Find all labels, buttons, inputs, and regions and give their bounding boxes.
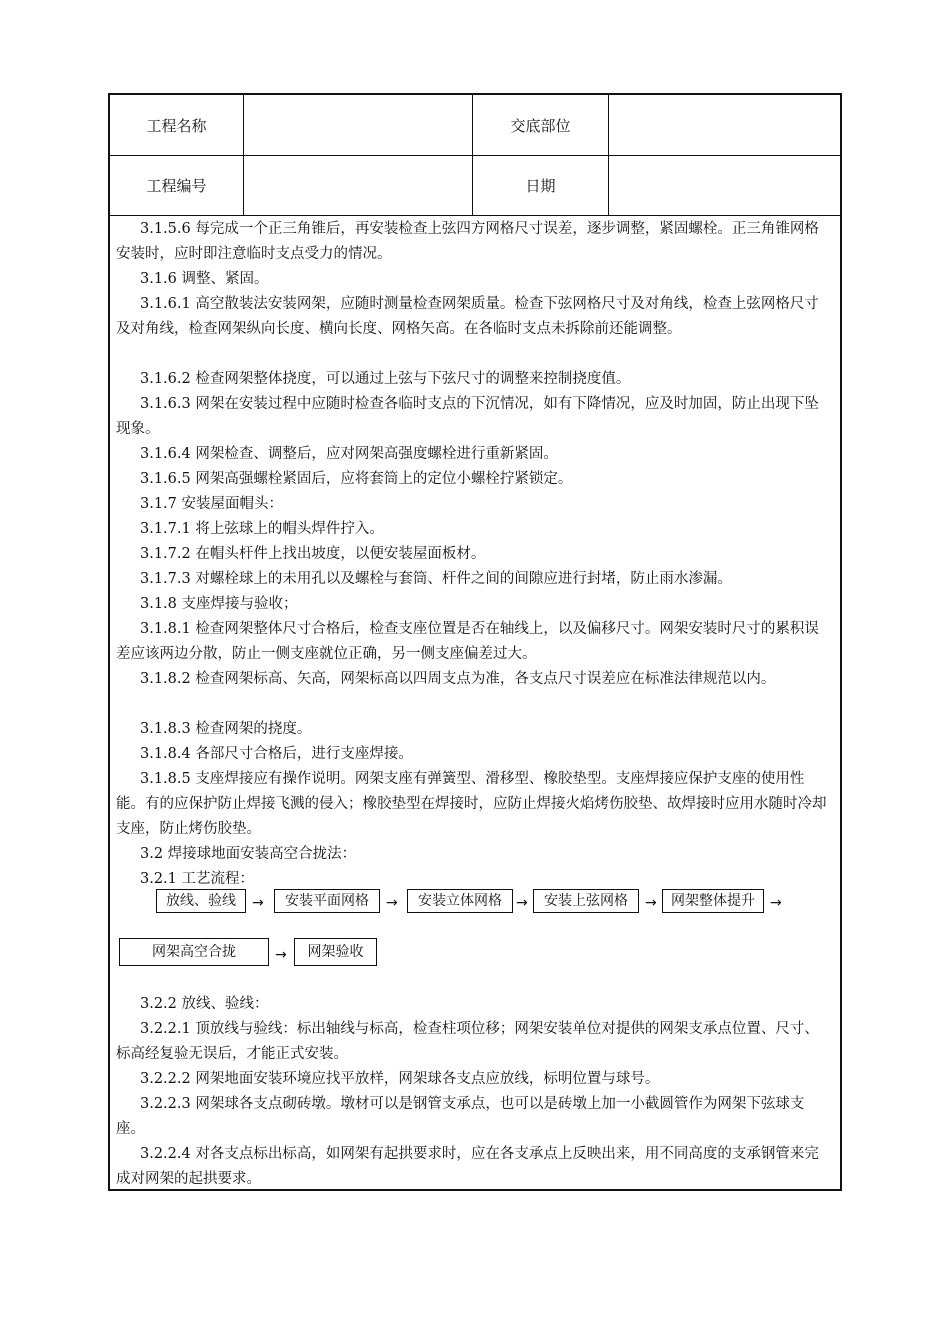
header-row-2 bbox=[110, 155, 840, 216]
paragraph: 3.1.7.1 将上弦球上的帽头焊件拧入。 bbox=[140, 521, 384, 537]
header-row-1 bbox=[110, 95, 840, 156]
paragraph: 3.1.8.4 各部尺寸合格后，进行支座焊接。 bbox=[140, 746, 413, 762]
paragraph: 3.1.6.4 网架检查、调整后，应对网架高强度螺栓进行重新紧固。 bbox=[140, 446, 558, 462]
flow-arrow: → bbox=[275, 947, 287, 963]
flow-step: 安装立体网格 bbox=[407, 889, 513, 913]
flow-arrow: → bbox=[516, 895, 528, 911]
paragraph: 3.1.6.2 检查网架整体挠度，可以通过上弦与下弦尺寸的调整来控制挠度值。 bbox=[140, 371, 631, 387]
paragraph: 3.1.7.3 对螺栓球上的未用孔以及螺栓与套筒、杆件之间的间隙应进行封堵，防止雨水渗漏。 bbox=[140, 571, 732, 587]
paragraph: 3.1.6.1 高空散装法安装网架，应随时测量检查网架质量。检查下弦网格尺寸及对角线，检查上弦网格尺寸及对角线，检查网架纵向长度、横向长度、网格矢高。在各临时支点未拆除前还能调整。 bbox=[116, 296, 819, 337]
flow-step: 安装平面网格 bbox=[274, 889, 380, 913]
paragraph: 3.2.2 放线、验线： bbox=[140, 996, 269, 1012]
paragraph: 3.1.8.5 支座焊接应有操作说明。网架支座有弹簧型、滑移型、橡胶垫型。支座焊接应保护支座的使用性能。有的应保护防止焊接飞溅的侵入；橡胶垫型在焊接时，应防止焊接火焰烤伤胶垫、故焊接时应用水随时冷却支座，防止烤伤胶垫。 bbox=[116, 771, 827, 837]
project-name-field[interactable] bbox=[244, 95, 473, 155]
flow-arrow: → bbox=[252, 895, 264, 911]
paragraph: 3.1.8.2 检查网架标高、矢高，网架标高以四周支点为准，各支点尺寸误差应在标准法律规范以内。 bbox=[140, 671, 776, 687]
paragraph: 3.1.8.1 检查网架整体尺寸合格后，检查支座位置是否在轴线上，以及偏移尺寸。网架安装时尺寸的累积误差应该两边分散，防止一侧支座就位正确，另一侧支座偏差过大。 bbox=[116, 621, 819, 662]
paragraph: 3.1.7.2 在帽头杆件上找出坡度，以便安装屋面板材。 bbox=[140, 546, 486, 562]
paragraph: 3.1.5.6 每完成一个正三角锥后，再安装检查上弦四方网格尺寸误差，逐步调整，紧固螺栓。正三角锥网格安装时，应时即注意临时支点受力的情况。 bbox=[116, 221, 819, 262]
flow-arrow: → bbox=[386, 895, 398, 911]
paragraph: 3.1.8 支座焊接与验收； bbox=[140, 596, 298, 612]
paragraph: 3.2.2.3 网架球各支点砌砖墩。墩材可以是钢管支承点，也可以是砖墩上加一小截圆管作为网架下弦球支座。 bbox=[116, 1096, 805, 1137]
date-field[interactable] bbox=[609, 155, 840, 215]
paragraph: 3.2.2.1 顶放线与验线：标出轴线与标高，检查柱项位移；网架安装单位对提供的网架支承点位置、尺寸、标高经复验无误后，才能正式安装。 bbox=[116, 1021, 819, 1062]
paragraph: 3.1.6.5 网架高强螺栓紧固后，应将套筒上的定位小螺栓拧紧锁定。 bbox=[140, 471, 573, 487]
paragraph: 3.1.6.3 网架在安装过程中应随时检查各临时支点的下沉情况，如有下降情况，应及时加固，防止出现下坠现象。 bbox=[116, 396, 819, 437]
body-text bbox=[110, 215, 840, 1189]
project-number-field[interactable] bbox=[244, 155, 473, 215]
flow-step: 安装上弦网格 bbox=[533, 889, 639, 913]
paragraph: 3.2.1 工艺流程： bbox=[140, 871, 255, 887]
paragraph: 3.2 焊接球地面安装高空合拢法： bbox=[140, 846, 357, 862]
project-name-label: 工程名称 bbox=[110, 95, 244, 155]
flow-step: 网架整体提升 bbox=[662, 889, 764, 913]
paragraph: 3.2.2.4 对各支点标出标高，如网架有起拱要求时，应在各支承点上反映出来，用不同高度的支承钢管来完成对网架的起拱要求。 bbox=[116, 1146, 819, 1187]
flow-step: 网架验收 bbox=[294, 938, 377, 966]
paragraph: 3.1.8.3 检查网架的挠度。 bbox=[140, 721, 312, 737]
disclosure-part-label: 交底部位 bbox=[473, 95, 609, 155]
paragraph: 3.1.6 调整、紧固。 bbox=[140, 271, 269, 287]
date-label: 日期 bbox=[473, 155, 609, 215]
flow-arrow: → bbox=[645, 895, 657, 911]
flow-step: 网架高空合拢 bbox=[119, 938, 269, 966]
disclosure-sheet bbox=[108, 93, 842, 1191]
paragraph: 3.1.7 安装屋面帽头： bbox=[140, 496, 284, 512]
paragraph: 3.2.2.2 网架地面安装环境应找平放样，网架球各支点应放线，标明位置与球号。 bbox=[140, 1071, 660, 1087]
disclosure-part-field[interactable] bbox=[609, 95, 840, 155]
project-number-label: 工程编号 bbox=[110, 155, 244, 215]
flow-step: 放线、验线 bbox=[156, 889, 246, 913]
flow-arrow: → bbox=[770, 895, 782, 911]
